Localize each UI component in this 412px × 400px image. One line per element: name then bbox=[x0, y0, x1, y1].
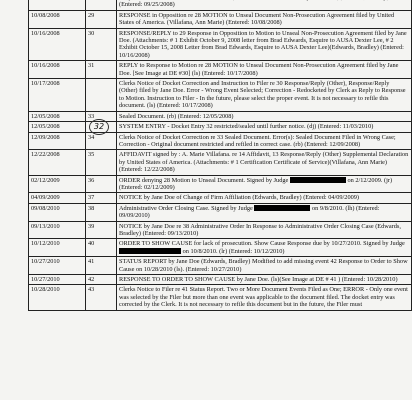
docket-text bbox=[117, 221, 412, 239]
docket-text-body: Administrative Order Closing Case. Signed by Judge bbox=[119, 204, 253, 212]
docket-text bbox=[117, 257, 412, 275]
docket-row bbox=[29, 61, 412, 79]
docket-text bbox=[117, 285, 412, 310]
docket-text bbox=[117, 193, 412, 203]
docket-date: 12/05/2008 bbox=[29, 122, 86, 132]
docket-row bbox=[29, 0, 412, 10]
docket-text bbox=[117, 10, 412, 28]
docket-date: 10/16/2008 bbox=[29, 28, 86, 61]
docket-number-text: 33 bbox=[88, 112, 95, 120]
docket-row bbox=[29, 150, 412, 175]
docket-text bbox=[117, 203, 412, 221]
docket-row bbox=[29, 79, 412, 112]
docket-text-body: STATUS REPORT by Jane Doe (Edwards, Bradley) Modified to add missing event 42 Response to Order to Show Cause on 10/28/2010 (ls). (Entered: 10/27/2010) bbox=[119, 258, 408, 273]
docket-number-text: 40 bbox=[88, 240, 95, 248]
redaction-bar bbox=[254, 205, 310, 211]
docket-text bbox=[117, 61, 412, 79]
docket-number-text: 31 bbox=[88, 62, 95, 70]
docket-number bbox=[86, 203, 117, 221]
docket-date: 12/09/2008 bbox=[29, 132, 86, 150]
docket-text-body: Clerks Notice to Filer re 41 Status Report. Two or More Document Events Filed as One; ERROR - Only one event was selected by the Filer but more than one event was applicable to the document filed. The docket entry was corrected by the Clerk. It is not necessary to refile this document but in the future, the Filer must bbox=[119, 286, 408, 309]
docket-date: 10/16/2008 bbox=[29, 61, 86, 79]
docket-text-body: ORDER denying 28 Motion to Unseal Document. Signed by Judge bbox=[119, 176, 289, 184]
docket-date: 04/09/2009 bbox=[29, 193, 86, 203]
docket-number-text: 39 bbox=[88, 222, 95, 230]
docket-number bbox=[86, 257, 117, 275]
docket-number bbox=[86, 221, 117, 239]
docket-text bbox=[117, 132, 412, 150]
docket-number bbox=[86, 0, 117, 10]
docket-text-body: REPLY to Response to Motion re 28 MOTION to Unseal Document Non-Prosecution Agreement filed by Jane Doe. [See Image at DE #30] (ls) (Entered: 10/17/2008) bbox=[119, 62, 399, 77]
docket-text-body: RESPONSE TO ORDER TO SHOW CAUSE by Jane Doe. (ls)(See Image at DE # 41 ) (Entered: 10/28/2010) bbox=[119, 276, 398, 283]
docket-number bbox=[86, 10, 117, 28]
docket-row bbox=[29, 221, 412, 239]
docket-number-text: 38 bbox=[88, 204, 95, 212]
docket-row bbox=[29, 203, 412, 221]
docket-text-body: NOTICE by Jane Doe re 38 Administrative Order In Response to Administrative Order Closing Case (Edwards, Bradley) (Entered: 09/13/2010) bbox=[119, 222, 401, 237]
docket-date: 09/08/2010 bbox=[29, 203, 86, 221]
docket-row bbox=[29, 132, 412, 150]
docket-text bbox=[117, 79, 412, 112]
docket-row bbox=[29, 275, 412, 285]
docket-text-body: (Entered: 09/25/2008) bbox=[119, 1, 175, 9]
docket-row bbox=[29, 239, 412, 257]
docket-text bbox=[117, 150, 412, 175]
docket-text-tail: on 2/12/2009. (jr) (Entered: 02/12/2009) bbox=[119, 176, 393, 191]
docket-text bbox=[117, 0, 412, 10]
docket-text bbox=[117, 111, 412, 121]
docket-date: 10/12/2010 bbox=[29, 239, 86, 257]
docket-row bbox=[29, 193, 412, 203]
docket-number bbox=[86, 193, 117, 203]
docket-text-body: SYSTEM ENTRY - Docket Entry 32 restricted/sealed until further notice. (dj) (Entered: 11/03/2010) bbox=[119, 123, 374, 131]
docket-text-body: Clerks Notice of Docket Correction and Instruction to Filer re 30 Response/Reply (Other), Response/Reply (Other) filed by Jane Doe. Error - Wrong Event Selected; Correction - Redocketed by Clerk as Reply to Response to Motion. Instruction to Filer - In the future, please select the proper event. It is not necessary to refile this document. (ls) (Entered: 10/17/2008) bbox=[119, 80, 406, 110]
docket-date: 10/27/2010 bbox=[29, 257, 86, 275]
docket-text bbox=[117, 275, 412, 285]
docket-row bbox=[29, 10, 412, 28]
docket-date: 10/27/2010 bbox=[29, 275, 86, 285]
docket-number-text: 34 bbox=[88, 133, 95, 141]
docket-number bbox=[86, 28, 117, 61]
docket-number-text: 37 bbox=[88, 194, 95, 202]
docket-text bbox=[117, 28, 412, 61]
docket-number bbox=[86, 61, 117, 79]
docket-table bbox=[28, 0, 412, 311]
docket-number bbox=[86, 275, 117, 285]
docket-row bbox=[29, 28, 412, 61]
docket-number bbox=[86, 285, 117, 310]
docket-date bbox=[29, 0, 86, 10]
docket-date: 10/08/2008 bbox=[29, 10, 86, 28]
docket-number bbox=[86, 239, 117, 257]
docket-date: 02/12/2009 bbox=[29, 175, 86, 193]
redaction-bar bbox=[290, 177, 346, 183]
docket-number bbox=[86, 150, 117, 175]
handwritten-circle-annotation: 32 bbox=[89, 119, 109, 135]
docket-text-tail: on 10/8/2010. (lr) (Entered: 10/12/2010) bbox=[182, 247, 285, 255]
docket-number-text: 43 bbox=[88, 286, 95, 294]
docket-text-body: Clerks Notice of Docket Correction re 33 Sealed Document. Error(s): Sealed Document Filed in Wrong Case; Correction - Original document restricted and refiled in correct case. (rb) (Entered: 12/09/2008) bbox=[119, 133, 396, 148]
docket-text bbox=[117, 122, 412, 132]
docket-row bbox=[29, 257, 412, 275]
docket-number-text: 30 bbox=[88, 29, 95, 37]
docket-row bbox=[29, 111, 412, 121]
docket-date: 10/17/2008 bbox=[29, 79, 86, 112]
docket-text-tail: on 9/8/2010. (lh) (Entered: 09/09/2010) bbox=[119, 204, 380, 220]
docket-number-text: 41 bbox=[88, 258, 95, 266]
docket-number bbox=[86, 132, 117, 150]
docket-date: 12/22/2008 bbox=[29, 150, 86, 175]
docket-number bbox=[86, 122, 117, 132]
docket-text-body: ORDER TO SHOW CAUSE for lack of prosecution. Show Cause Response due by 10/27/2010. Signed by Judge bbox=[119, 240, 405, 248]
redaction-bar bbox=[119, 248, 181, 254]
docket-date: 12/05/2008 bbox=[29, 111, 86, 121]
docket-text-body: RESPONSE in Opposition re 28 MOTION to Unseal Document Non-Prosecution Agreement filed by United States of America. (Villafana, Ann Marie) (Entered: 10/08/2008) bbox=[119, 11, 395, 27]
docket-number bbox=[86, 175, 117, 193]
docket-row bbox=[29, 122, 412, 132]
docket-text-body: Sealed Document. (rb) (Entered: 12/05/2008) bbox=[119, 112, 234, 120]
docket-date: 09/13/2010 bbox=[29, 221, 86, 239]
docket-number-text: 36 bbox=[88, 176, 95, 184]
docket-row bbox=[29, 175, 412, 193]
docket-number-text: 35 bbox=[88, 151, 95, 159]
docket-number bbox=[86, 79, 117, 112]
docket-text bbox=[117, 239, 412, 257]
docket-text-body: AFFIDAVIT signed by : A. Marie Villafana. re 14 Affidavit, 13 Response/Reply (Other) Supplemental Declaration by United States of America. (Attachments: # 1 Certification Certificate of Service)(Villafana, Ann Marie) (Entered: 12/22/2008) bbox=[119, 151, 409, 174]
docket-text bbox=[117, 175, 412, 193]
docket-row bbox=[29, 285, 412, 310]
docket-text-body: RESPONSE/REPLY to 29 Response in Opposition to Motion to Unseal Non-Prosecution Agreement filed by Jane Doe. (Attachments: # 1 Exhibit October 9, 2008 letter from Brad Edwards, Esquire to AUSA Dexter Lee, # 2 Exhibit October 15, 2008 Letter from Brad Edwards, Esquire to AUSA Dexter Lee)(Edwards, Bradley) (Entered: 10/16/2008) bbox=[119, 29, 407, 59]
docket-number-text: 42 bbox=[88, 276, 95, 283]
docket-text-body: NOTICE by Jane Doe of Change of Firm Affiliation (Edwards, Bradley) (Entered: 04/09/2009) bbox=[119, 194, 359, 202]
docket-number-text: 29 bbox=[88, 11, 95, 19]
docket-date: 10/28/2010 bbox=[29, 285, 86, 310]
